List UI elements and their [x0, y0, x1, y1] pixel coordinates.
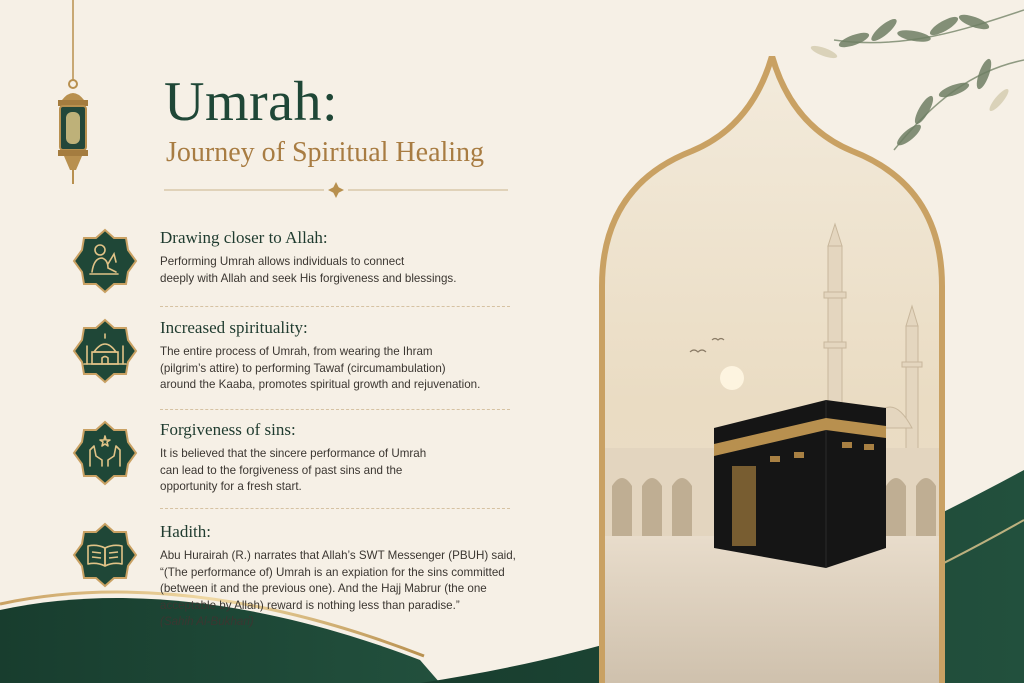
benefit-description: It is believed that the sincere performance of Umrah can lead to the forgiveness of past sins and the opportunity for a fresh start. — [160, 447, 427, 493]
benefit-description: The entire process of Umrah, from wearing the Ihram (pilgrim’s attire) to performing Tawaf (circumambulation) around the Kaaba, promotes spiritual growth and rejuvenation. — [160, 345, 481, 391]
mosque-icon — [72, 318, 138, 384]
benefit-drawing-closer — [72, 228, 512, 304]
benefit-forgiveness — [72, 420, 512, 496]
page-title: Umrah: — [164, 71, 339, 133]
hadith-citation: (Sahih Al-Bukhari) — [160, 615, 254, 628]
section-divider — [160, 409, 510, 410]
benefit-heading: Forgiveness of sins: — [160, 420, 296, 439]
lantern-icon — [48, 0, 98, 190]
hadith-text: Abu Hurairah (R.) narrates that Allah’s SWT Messenger (PBUH) said, “(The performance of) Umrah is an expiation for the sins committed (between it and the previous one). And the Hajj Mabrur (the one acceptable by Allah) reward is nothing less than paradise.” (Sahih Al-Bukhari) — [160, 548, 530, 631]
benefit-hadith — [72, 522, 516, 632]
section-divider — [160, 508, 510, 509]
ornament-divider — [164, 178, 508, 202]
benefit-increased-spirituality — [72, 318, 512, 394]
benefit-heading: Increased spirituality: — [160, 318, 308, 337]
benefit-heading: Drawing closer to Allah: — [160, 228, 328, 247]
benefit-heading: Hadith: — [160, 522, 211, 541]
page-subtitle: Journey of Spiritual Healing — [166, 137, 485, 168]
section-divider — [160, 306, 510, 307]
open-book-icon — [72, 522, 138, 588]
raised-hands-icon — [72, 420, 138, 486]
benefit-description: Performing Umrah allows individuals to connect deeply with Allah and seek His forgiveness and blessings. — [160, 255, 457, 285]
kaaba-arch-illustration — [572, 56, 992, 683]
praying-person-icon — [72, 228, 138, 294]
